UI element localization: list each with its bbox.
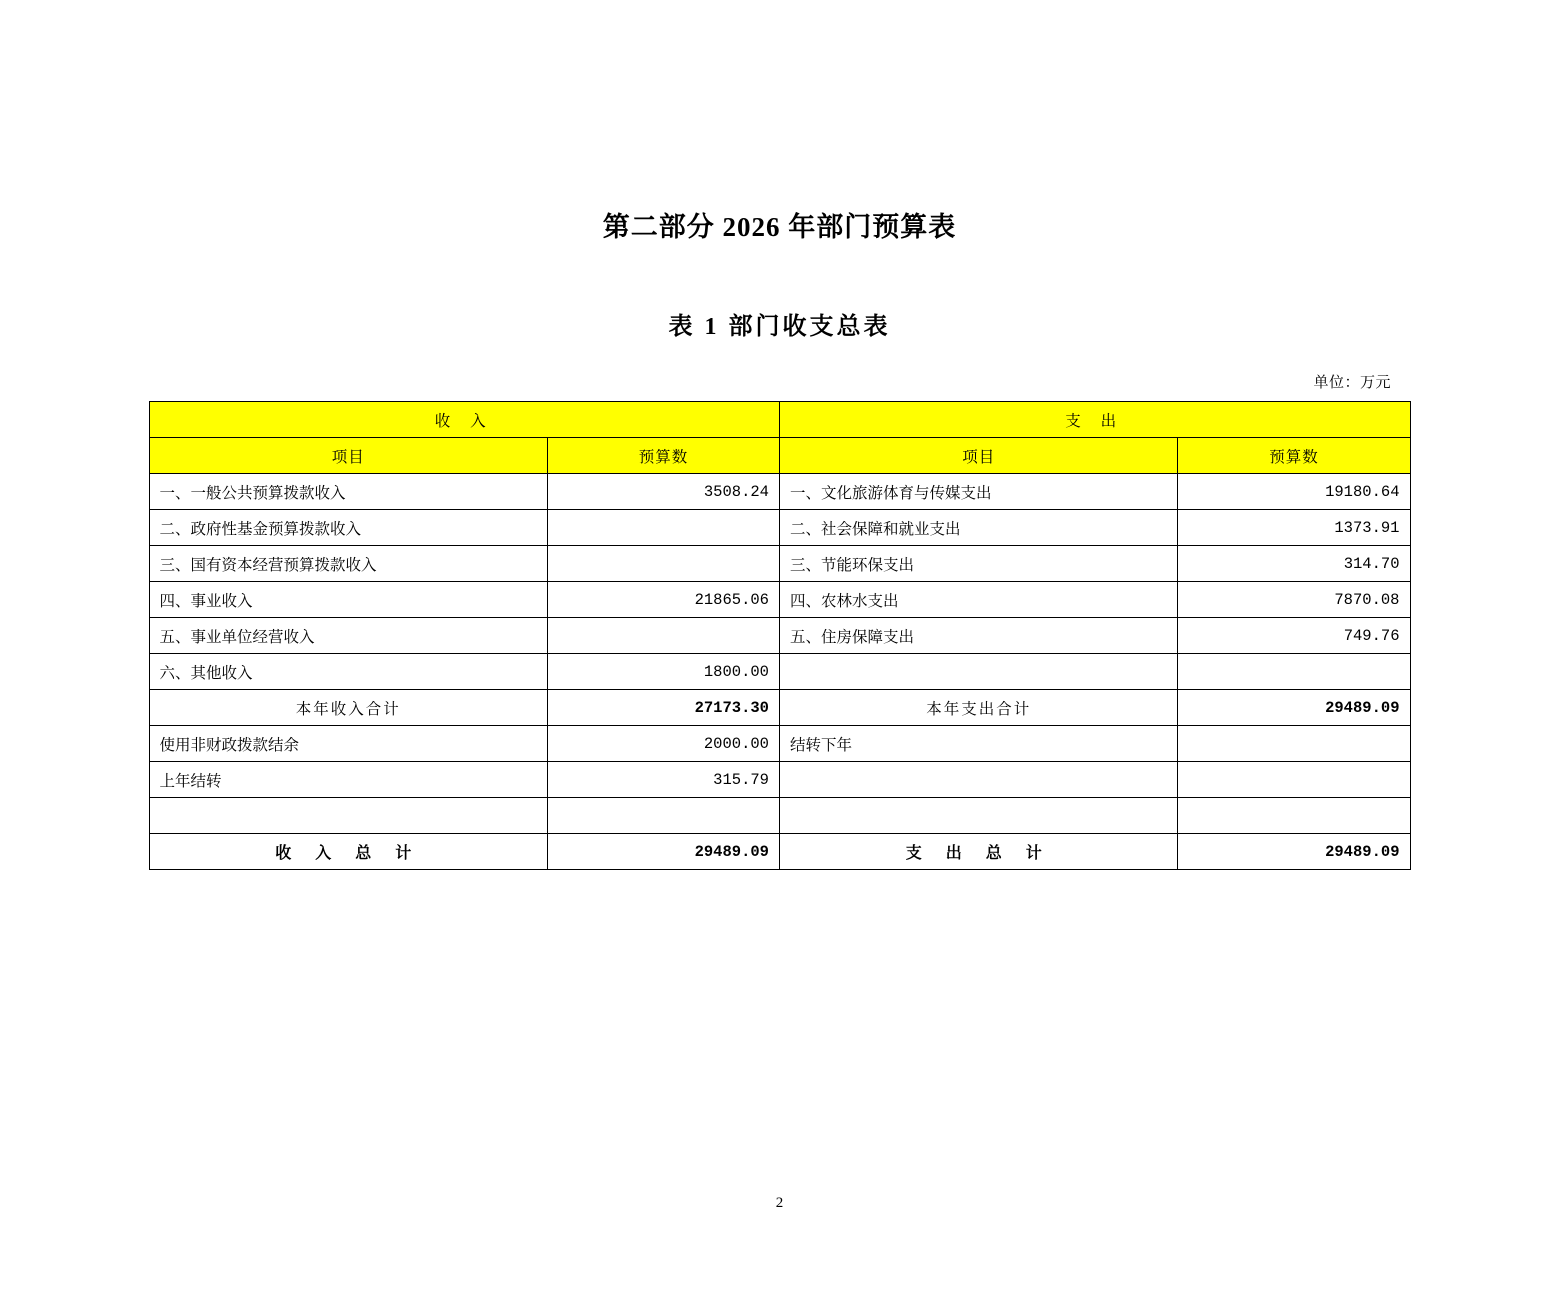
income-item-header: 项目 [149, 438, 547, 474]
expense-item: 结转下年 [779, 726, 1177, 762]
income-value: 2000.00 [547, 726, 779, 762]
table-row [149, 654, 1410, 690]
income-value [547, 546, 779, 582]
table-row [149, 726, 1410, 762]
expense-item: 四、农林水支出 [779, 582, 1177, 618]
income-value: 21865.06 [547, 582, 779, 618]
expense-budget-header: 预算数 [1178, 438, 1410, 474]
expense-subtotal-label: 本年支出合计 [779, 690, 1177, 726]
grand-total-row [149, 834, 1410, 870]
subtotal-row [149, 690, 1410, 726]
table-row [149, 618, 1410, 654]
income-subtotal-value: 27173.30 [547, 690, 779, 726]
expense-value: 1373.91 [1178, 510, 1410, 546]
income-value: 1800.00 [547, 654, 779, 690]
expense-item: 三、节能环保支出 [779, 546, 1177, 582]
table-title: 表 1 部门收支总表 [668, 314, 891, 340]
expense-value: 19180.64 [1178, 474, 1410, 510]
expense-value [1178, 798, 1410, 834]
table-column-header-row [149, 438, 1410, 474]
income-item: 二、政府性基金预算拨款收入 [149, 510, 547, 546]
document-page [0, 205, 1559, 1307]
income-group-header: 收 入 [149, 402, 779, 438]
income-item: 一、一般公共预算拨款收入 [149, 474, 547, 510]
unit-note: 单位：万元 [1313, 375, 1391, 391]
table-row [149, 762, 1410, 798]
expense-subtotal-value: 29489.09 [1178, 690, 1410, 726]
expense-item [779, 654, 1177, 690]
expense-item: 五、住房保障支出 [779, 618, 1177, 654]
table-row [149, 546, 1410, 582]
expense-item: 二、社会保障和就业支出 [779, 510, 1177, 546]
page-title: 第二部分 2026 年部门预算表 [602, 212, 957, 242]
income-total-label: 收 入 总 计 [149, 834, 547, 870]
expense-group-header: 支 出 [779, 402, 1410, 438]
table-row [149, 474, 1410, 510]
income-value: 3508.24 [547, 474, 779, 510]
table-row [149, 582, 1410, 618]
expense-item [779, 798, 1177, 834]
income-subtotal-label: 本年收入合计 [149, 690, 547, 726]
expense-value: 7870.08 [1178, 582, 1410, 618]
page-number: 2 [775, 1195, 784, 1211]
expense-value [1178, 654, 1410, 690]
expense-value [1178, 726, 1410, 762]
expense-item-header: 项目 [779, 438, 1177, 474]
expense-item [779, 762, 1177, 798]
income-item: 四、事业收入 [149, 582, 547, 618]
expense-total-label: 支 出 总 计 [779, 834, 1177, 870]
table-row-empty [149, 798, 1410, 834]
income-value: 315.79 [547, 762, 779, 798]
expense-value: 314.70 [1178, 546, 1410, 582]
income-item: 五、事业单位经营收入 [149, 618, 547, 654]
income-item: 三、国有资本经营预算拨款收入 [149, 546, 547, 582]
table-group-header-row [149, 402, 1410, 438]
income-total-value: 29489.09 [547, 834, 779, 870]
expense-total-value: 29489.09 [1178, 834, 1410, 870]
income-value [547, 798, 779, 834]
income-item: 使用非财政拨款结余 [149, 726, 547, 762]
expense-value: 749.76 [1178, 618, 1410, 654]
expense-value [1178, 762, 1410, 798]
table-row [149, 510, 1410, 546]
expense-item: 一、文化旅游体育与传媒支出 [779, 474, 1177, 510]
income-budget-header: 预算数 [547, 438, 779, 474]
income-item: 六、其他收入 [149, 654, 547, 690]
budget-table [149, 401, 1411, 870]
income-item [149, 798, 547, 834]
income-value [547, 510, 779, 546]
income-item: 上年结转 [149, 762, 547, 798]
income-value [547, 618, 779, 654]
